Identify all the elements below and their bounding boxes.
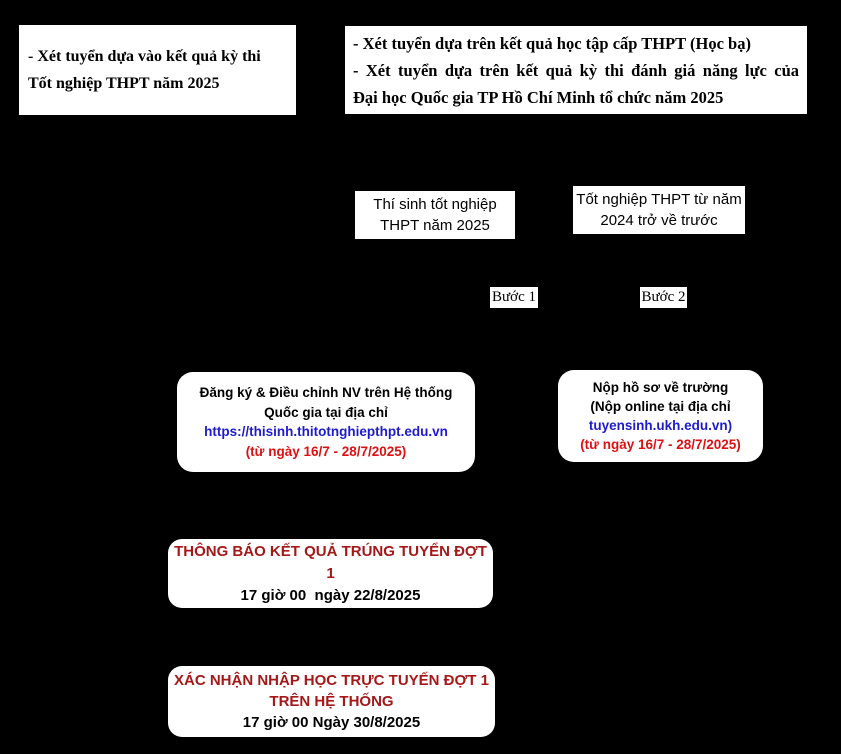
admission-method-records-line3: Đại học Quốc gia TP Hồ Chí Minh tổ chức năm 2025 — [353, 87, 724, 107]
register-date-range: (từ ngày 16/7 - 28/7/2025) — [245, 443, 407, 459]
admission-method-exam-line2: Tốt nghiệp THPT năm 2025 — [28, 75, 220, 92]
admission-result-box — [168, 539, 493, 608]
register-adjust-line1: Đăng ký & Điều chỉnh NV trên Hệ thống — [199, 385, 453, 400]
submit-documents-box — [558, 370, 763, 462]
candidate-graduate-2025-line2: THPT năm 2025 — [380, 217, 490, 234]
candidate-graduate-2025-line1: Thí sinh tốt nghiệp — [373, 196, 497, 213]
enrollment-confirm-datetime: 17 giờ 00 Ngày 30/8/2025 — [242, 714, 421, 731]
step-2-label: Bước 2 — [640, 287, 687, 308]
submit-url-link: tuyensinh.ukh.edu.vn) — [588, 418, 733, 433]
candidate-graduate-2025-box — [355, 191, 515, 239]
submit-documents-line1: Nộp hồ sơ về trường — [592, 380, 729, 395]
admission-method-exam-line1: - Xét tuyển dựa vào kết quả kỳ thi — [28, 48, 261, 65]
admission-result-datetime: 17 giờ 00 ngày 22/8/2025 — [240, 586, 421, 604]
enrollment-confirm-title-line2: TRÊN HỆ THỐNG — [269, 693, 394, 710]
candidate-graduate-before-line1: Tốt nghiệp THPT từ năm — [576, 191, 742, 208]
register-adjust-box — [177, 372, 475, 472]
admission-method-exam-box — [19, 25, 296, 115]
admission-method-records-line1: - Xét tuyển dựa trên kết quả học tập cấp THPT (Học bạ) — [353, 33, 751, 53]
register-adjust-line2: Quốc gia tại địa chỉ — [264, 404, 388, 420]
register-url-link: https://thisinh.thitotnghiepthpt.edu.vn — [204, 424, 448, 439]
admission-result-title: THÔNG BÁO KẾT QUẢ TRÚNG TUYỂN ĐỢT 1 — [174, 542, 487, 582]
enrollment-confirm-title-line1: XÁC NHẬN NHẬP HỌC TRỰC TUYẾN ĐỢT 1 — [174, 672, 489, 689]
step-1-label: Bước 1 — [490, 287, 538, 308]
submit-documents-line2: (Nộp online tại địa chỉ — [590, 399, 731, 414]
submit-date-range: (từ ngày 16/7 - 28/7/2025) — [580, 437, 741, 452]
admission-method-records-box — [345, 26, 807, 114]
enrollment-confirm-box — [168, 666, 495, 737]
admission-method-records-line2: - Xét tuyển dựa trên kết quả kỳ thi đánh giá năng lực của — [353, 60, 799, 80]
candidate-graduate-before-box — [573, 186, 745, 234]
candidate-graduate-before-line2: 2024 trở về trước — [600, 212, 718, 229]
